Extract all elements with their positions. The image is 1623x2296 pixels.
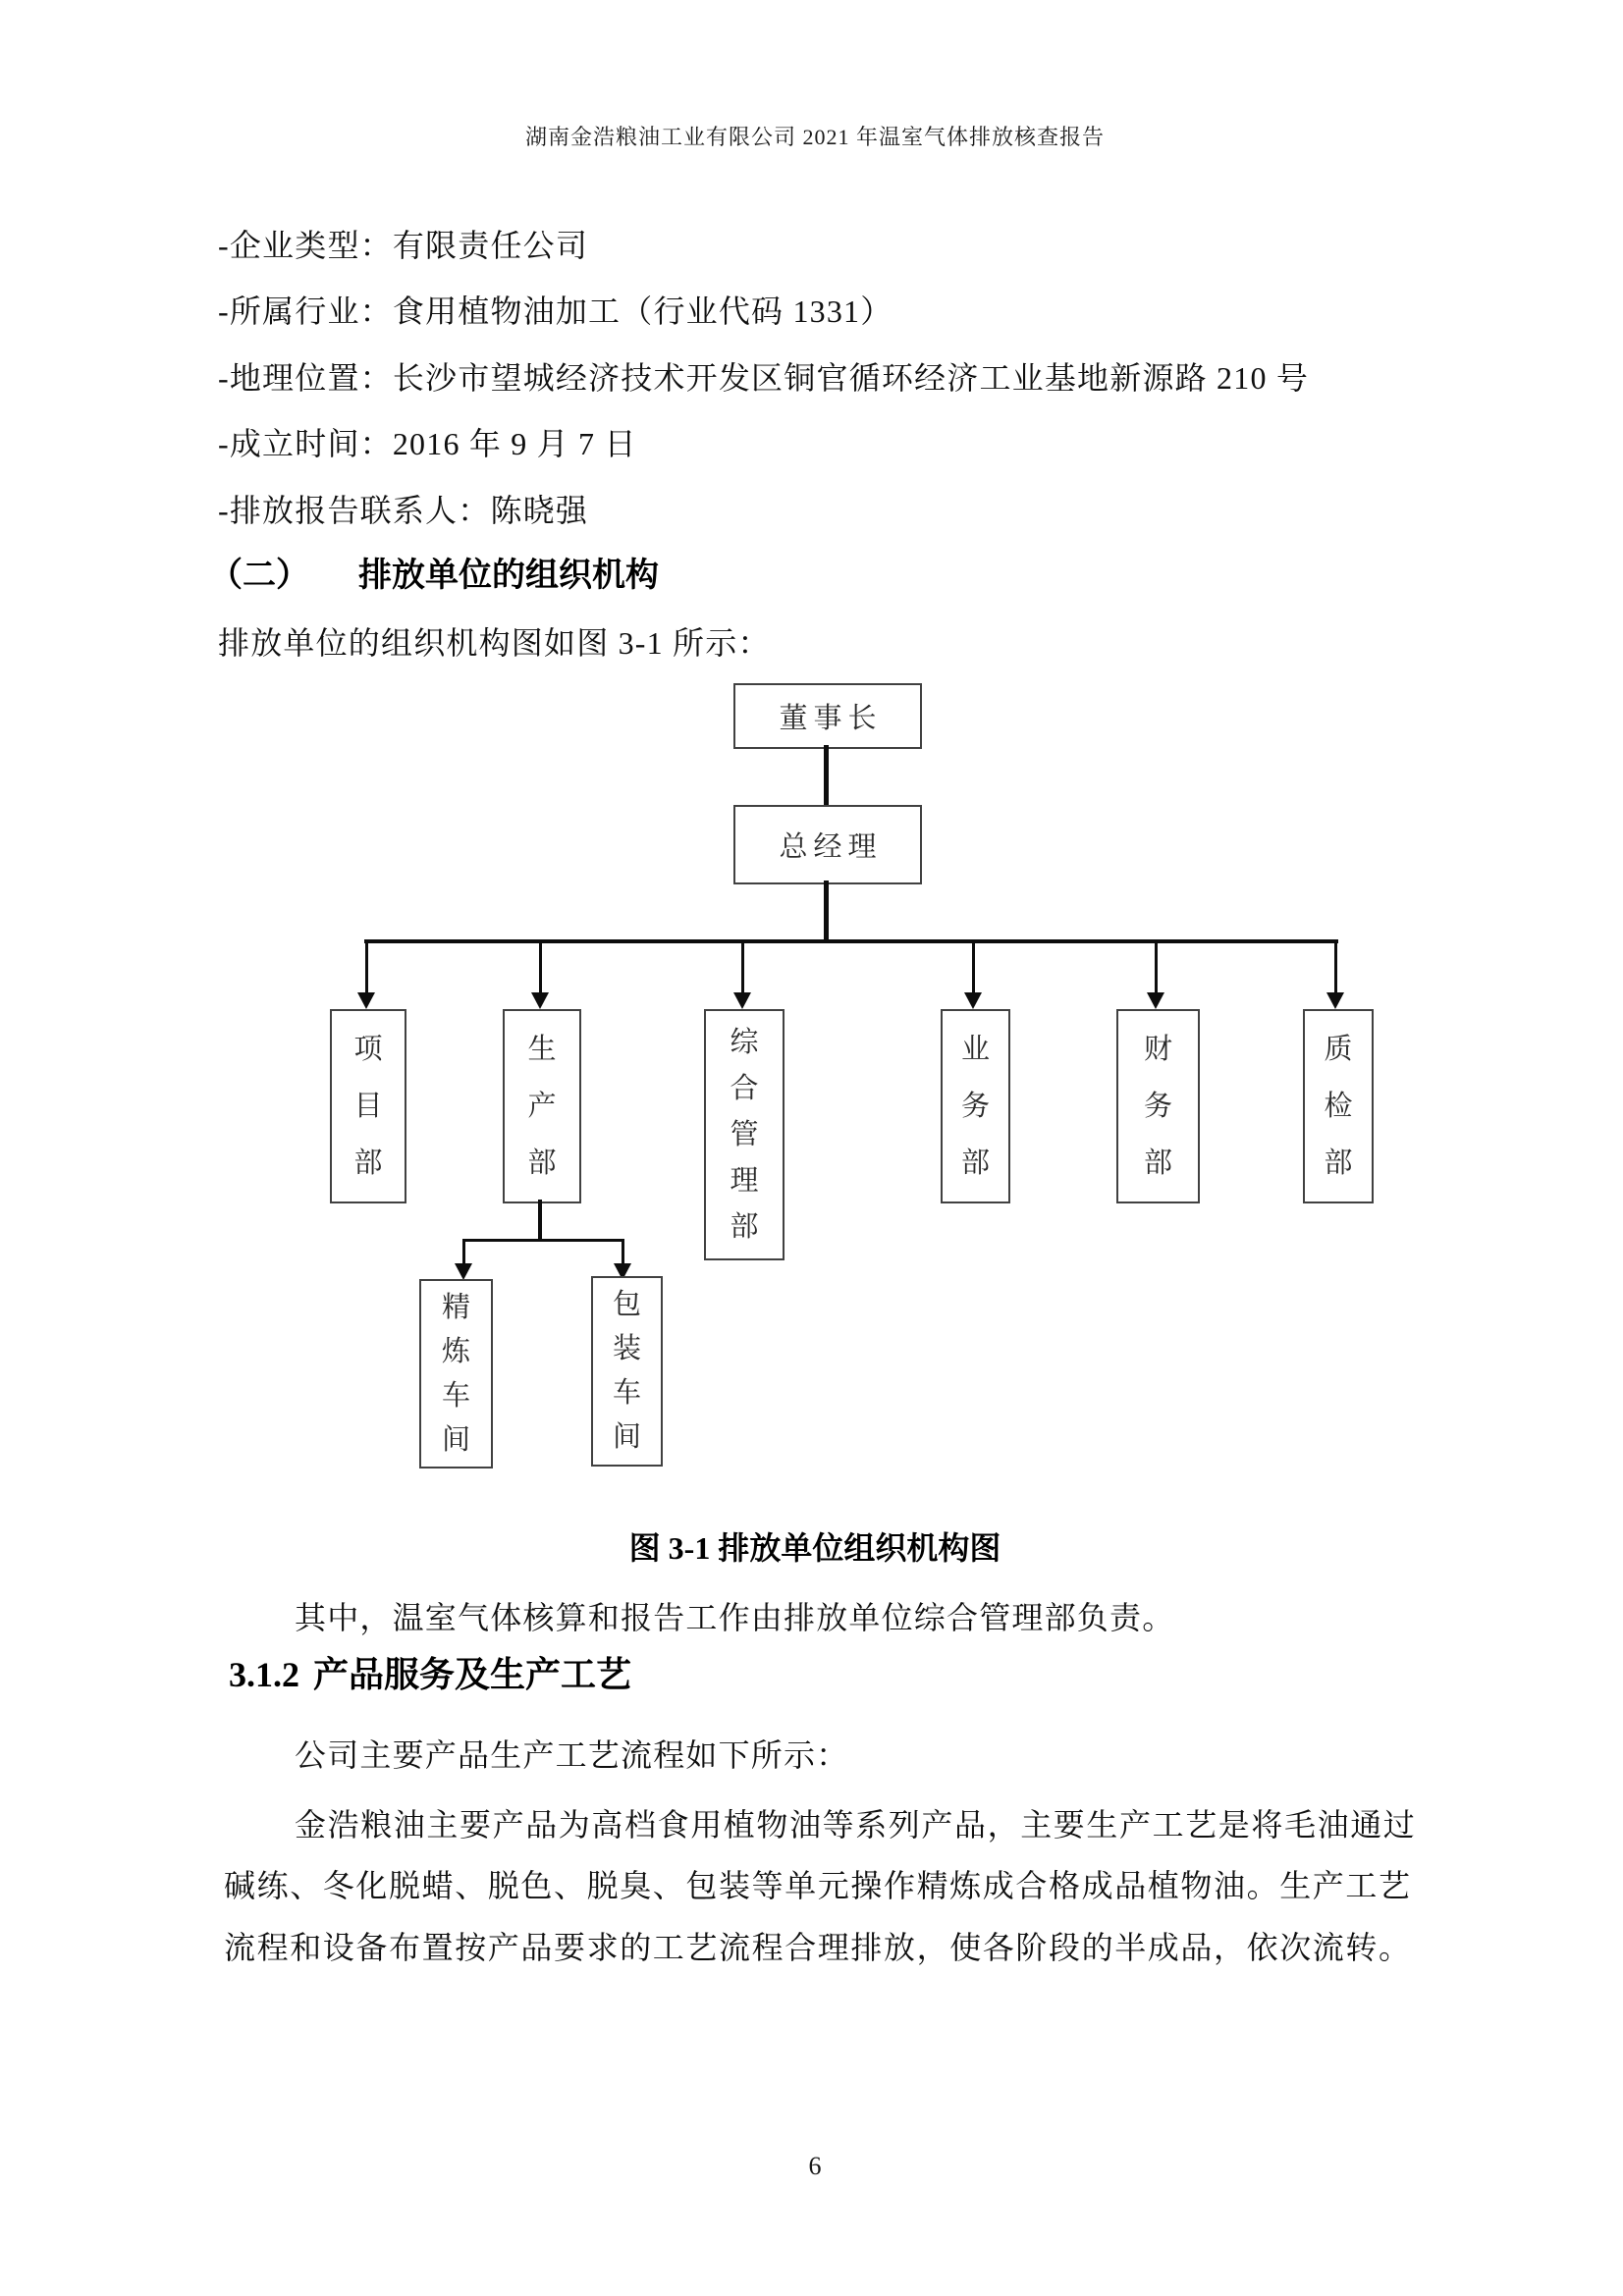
workshop-split-line xyxy=(462,1239,624,1242)
org-node-production-dept: 生 产 部 xyxy=(503,1009,581,1203)
process-paragraph-line: 金浩粮油主要产品为高档食用植物油等系列产品，主要生产工艺是将毛油通过 xyxy=(295,1807,1417,1842)
figure-caption: 图 3-1 排放单位组织机构图 xyxy=(628,1530,1001,1566)
info-line-founded: -成立时间：2016 年 9 月 7 日 xyxy=(218,426,637,461)
arrow-stem-business xyxy=(972,939,975,993)
responsibility-note: 其中，温室气体核算和报告工作由排放单位综合管理部负责。 xyxy=(295,1600,1175,1635)
org-node-chairman: 董事长 xyxy=(733,683,922,749)
arrow-head-business xyxy=(964,992,982,1009)
page-number: 6 xyxy=(808,2152,822,2180)
arrow-stem-refining xyxy=(462,1239,465,1265)
org-node-finance-dept: 财 务 部 xyxy=(1116,1009,1200,1203)
process-paragraph-line: 碱练、冬化脱蜡、脱色、脱臭、包装等单元操作精炼成合格成品植物油。生产工艺 xyxy=(224,1868,1412,1903)
arrow-stem-admin xyxy=(741,939,744,993)
arrow-stem-finance xyxy=(1155,939,1158,993)
org-node-refining-workshop: 精 炼 车 间 xyxy=(419,1279,493,1468)
section-org-title: 排放单位的组织机构 xyxy=(358,558,659,594)
section-product-heading xyxy=(229,1647,631,1697)
org-chart-intro: 排放单位的组织机构图如图 3-1 所示： xyxy=(218,625,771,661)
arrow-stem-quality xyxy=(1334,939,1337,993)
arrow-head-project xyxy=(357,992,375,1009)
org-node-project-dept: 项 目 部 xyxy=(330,1009,406,1203)
arrow-head-quality xyxy=(1326,992,1344,1009)
org-node-business-dept: 业 务 部 xyxy=(941,1009,1010,1203)
running-header: 湖南金浩粮油工业有限公司 2021 年温室气体排放核查报告 xyxy=(524,125,1105,149)
section-org-number: （二） xyxy=(209,558,309,594)
arrow-head-production xyxy=(531,992,549,1009)
arrow-stem-project xyxy=(365,939,368,993)
arrow-head-refining xyxy=(455,1263,472,1280)
arrow-stem-production xyxy=(539,939,542,993)
arrow-head-admin xyxy=(733,992,751,1009)
section-product-number: 3.1.2 xyxy=(229,1655,299,1694)
org-node-general-manager: 总经理 xyxy=(733,805,922,884)
section-product-title: 产品服务及生产工艺 xyxy=(313,1655,632,1694)
line-chairman-to-gm xyxy=(824,745,829,805)
org-node-quality-dept: 质 检 部 xyxy=(1303,1009,1374,1203)
info-line-industry: -所属行业：食用植物油加工（行业代码 1331） xyxy=(218,294,893,329)
org-node-admin-dept: 综 合 管 理 部 xyxy=(704,1009,784,1260)
section-org-heading xyxy=(209,548,659,596)
org-node-packaging-workshop: 包 装 车 间 xyxy=(591,1276,663,1467)
arrow-head-finance xyxy=(1147,992,1164,1009)
line-gm-to-connector xyxy=(824,881,829,939)
line-production-to-split xyxy=(538,1200,542,1239)
connector-line xyxy=(364,939,1338,943)
info-line-location: -地理位置：长沙市望城经济技术开发区铜官循环经济工业基地新源路 210 号 xyxy=(218,360,1310,396)
info-line-company-type: -企业类型：有限责任公司 xyxy=(218,228,589,263)
process-paragraph-line: 流程和设备布置按产品要求的工艺流程合理排放，使各阶段的半成品，依次流转。 xyxy=(224,1930,1412,1965)
info-line-contact: -排放报告联系人：陈晓强 xyxy=(218,493,589,528)
process-intro: 公司主要产品生产工艺流程如下所示： xyxy=(295,1737,849,1773)
arrow-stem-packaging xyxy=(622,1239,624,1265)
